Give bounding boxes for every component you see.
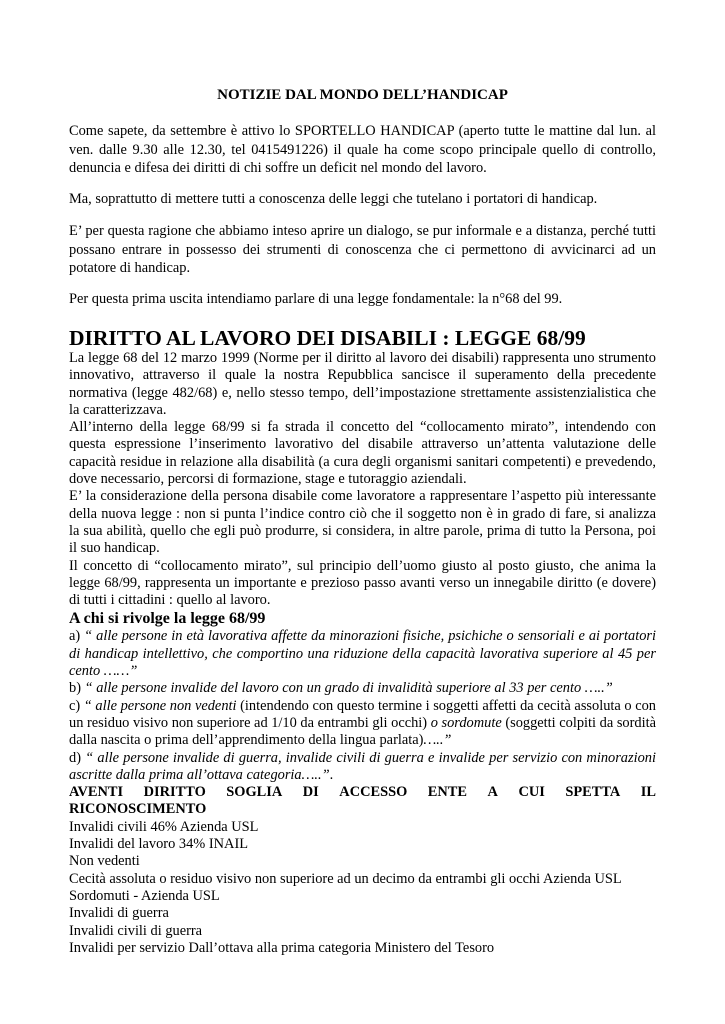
item-quote: …..” (423, 732, 452, 749)
table-row: Invalidi civili di guerra (69, 922, 203, 939)
item-quote: o sordomute (430, 714, 502, 731)
item-label: b) (69, 680, 81, 697)
list-item-c (69, 698, 656, 750)
body-paragraph: All’interno della legge 68/99 si fa strada il concetto del “collocamento mirato”, intendendo con questa espressione l’inserimento lavorativo del disabile attraverso un’attenta valutazione delle capacità residue in relazione alla disabilità (a cura degli organismi sanitari competenti) e prevedendo, dove necessario, percorsi di formazione, stage e tutoraggio aziendali. (69, 419, 656, 488)
subheading: A chi si rivolge la legge 68/99 (69, 610, 266, 628)
intro-paragraph: Per questa prima uscita intendiamo parlare di una legge fondamentale: la n°68 del 99. (69, 291, 563, 307)
section-body (69, 350, 656, 957)
item-end: . (329, 766, 334, 783)
item-note: (soggetti colpiti da sordità dalla nascita o prima dell’apprendimento della lingua parlata) (69, 714, 656, 749)
list-item-a (69, 628, 656, 680)
item-quote: “ alle persone invalide di guerra, invalide civili di guerra e invalide per servizio con minorazioni ascritte dalla prima all’ottava categoria…..” (69, 749, 656, 783)
item-quote: “ alle persone invalide del lavoro con un grado di invalidità superiore al 33 per cento …..” (81, 680, 613, 697)
table-header-word: DI (302, 784, 319, 801)
table-header-continued: RICONOSCIMENTO (69, 801, 207, 818)
table-header (69, 784, 656, 801)
item-note: (intendendo con questo termine i soggetti affetti da cecità assoluta o con un residuo visivo non superiore ad 1/10 da entrambi gli occhi) (69, 697, 656, 731)
item-label: a) (69, 628, 81, 645)
table-header-word: SOGLIA (226, 784, 283, 801)
intro-paragraph: Ma, soprattutto di mettere tutti a conoscenza delle leggi che tutelano i portatori di handicap. (69, 191, 598, 207)
table-header-word: AVENTI (69, 784, 124, 801)
table-row: Invalidi di guerra (69, 905, 169, 922)
section-heading: DIRITTO AL LAVORO DEI DISABILI : LEGGE 68/99 (69, 326, 586, 350)
table-row: Cecità assoluta o residuo visivo non superiore ad un decimo da entrambi gli occhi Azienda USL (69, 870, 622, 887)
item-quote: “ alle persone non vedenti (80, 697, 237, 714)
intro-paragraph: E’ per questa ragione che abbiamo inteso aprire un dialogo, se pur informale e a distanza, perché tutti possano entrare in possesso dei strumenti di conoscenza che ci permettono di avvicinarci ad un potatore di handicap. (69, 223, 656, 276)
table-row: Invalidi del lavoro 34% INAIL (69, 836, 249, 853)
item-label: c) (69, 697, 81, 714)
table-row: Non vedenti (69, 853, 140, 870)
body-paragraph: Il concetto di “collocamento mirato”, sul principio dell’uomo giusto al posto giusto, che anima la legge 68/99, rappresenta un importante e prezioso passo avanti verso un innegabile diritto (e dovere) di tutti i cittadini : quello al lavoro. (69, 557, 656, 609)
table-row: Sordomuti - Azienda USL (69, 887, 220, 904)
table-row: Invalidi per servizio Dall’ottava alla prima categoria Ministero del Tesoro (69, 939, 495, 956)
body-paragraph: E’ la considerazione della persona disabile come lavoratore a rappresentare l’aspetto più interessante della nuova legge : non si punta l’indice contro ciò che il soggetto non è in grado di fare, si analizza la sua abilità, quello che egli può produrre, si considera, in altre parole, prima di tutto la Persona, poi il suo handicap. (69, 488, 656, 557)
list-item-d (69, 750, 656, 785)
table-header-word: DIRITTO (143, 784, 206, 801)
table-header-word: CUI (518, 784, 545, 801)
table-row: Invalidi civili 46% Azienda USL (69, 818, 259, 835)
table-header-word: ENTE (427, 784, 467, 801)
table-header-word: ACCESSO (339, 784, 408, 801)
table-header-word: A (487, 784, 498, 801)
list-item-b (69, 680, 656, 697)
item-quote: “ alle persone in età lavorativa affette da minorazioni fisiche, psichiche o sensoriali e ai portatori di handicap intellettivo, che comportino una riduzione della capacità lavorativa superiore al 45 per cento ……” (69, 628, 656, 680)
table-header-word: SPETTA (565, 784, 621, 801)
body-paragraph: La legge 68 del 12 marzo 1999 (Norme per il diritto al lavoro dei disabili) rappresenta uno strumento innovativo, attraverso il quale la nostra Repubblica sancisce il superamento della precedente normativa (legge 482/68) e, nello stesso tempo, dell’impostazione strettamente assistenzialistica che la caratterizzava. (69, 350, 656, 418)
table-header-word: IL (640, 784, 656, 801)
intro-paragraph: Come sapete, da settembre è attivo lo SPORTELLO HANDICAP (aperto tutte le mattine dal lun. al ven. dalle 9.30 alle 12.30, tel 0415491226) il quale ha come scopo principale quello di controllo, denuncia e difesa dei diritti di chi soffre un deficit nel mondo del lavoro. (69, 123, 656, 176)
item-label: d) (69, 749, 81, 766)
document-title: NOTIZIE DAL MONDO DELL’HANDICAP (217, 87, 508, 103)
